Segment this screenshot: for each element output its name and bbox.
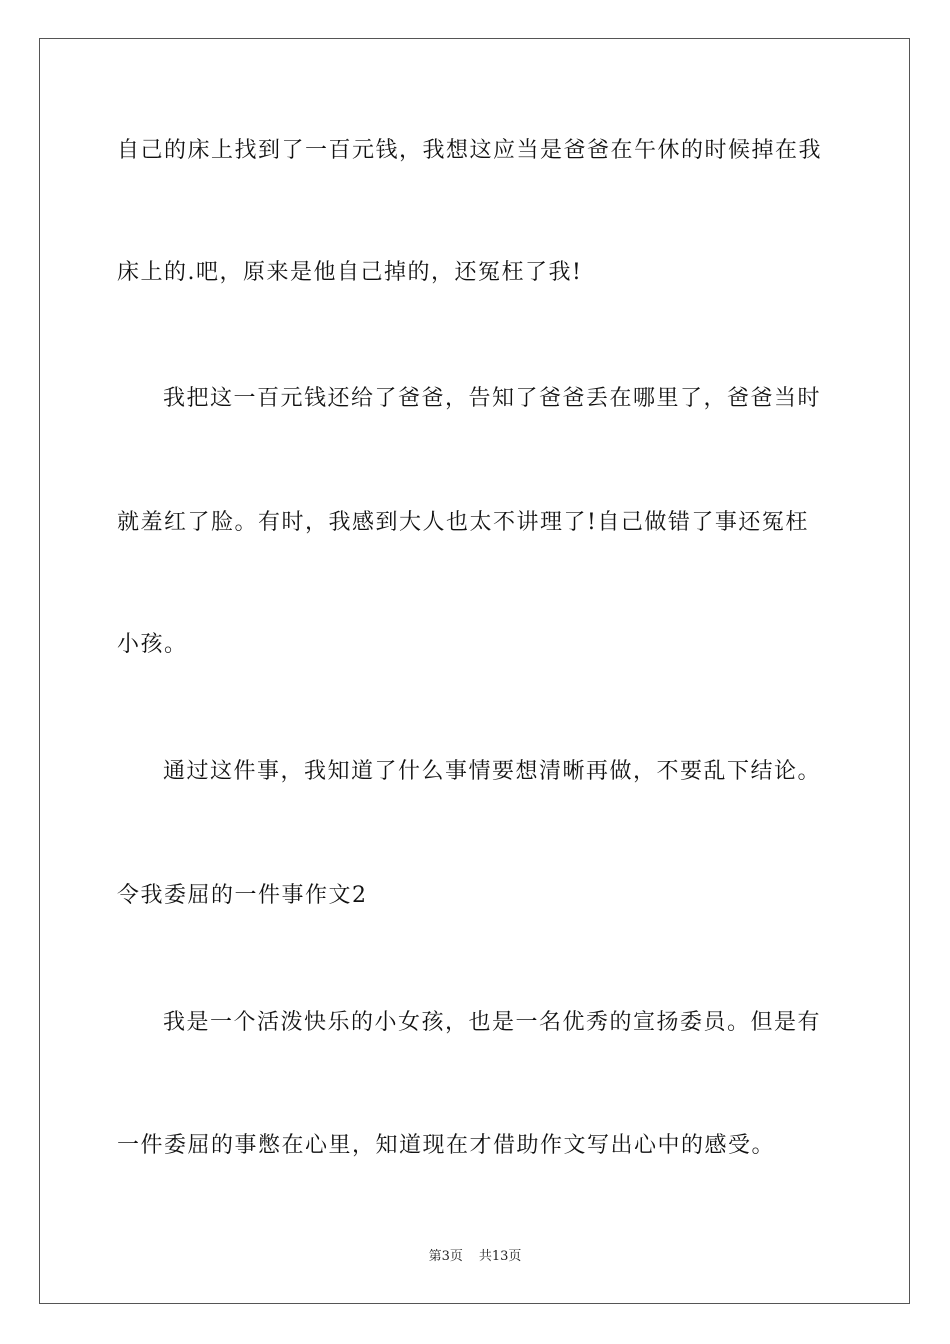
- text-line-7: 我是一个活泼快乐的小女孩，也是一名优秀的宣扬委员。但是有: [163, 1010, 822, 1035]
- text-line-8: 一件委屈的事憋在心里，知道现在才借助作文写出心中的感受。: [117, 1133, 776, 1158]
- section-heading: 令我委屈的一件事作文2: [117, 883, 368, 908]
- text-line-2: 床上的.吧，原来是他自己掉的，还冤枉了我!: [117, 260, 583, 285]
- page-border: [39, 38, 910, 1304]
- page-total: 共13页: [478, 1249, 522, 1264]
- text-line-1: 自己的床上找到了一百元钱，我想这应当是爸爸在午休的时候掉在我: [117, 138, 823, 163]
- text-line-5: 小孩。: [117, 632, 188, 657]
- text-line-4: 就羞红了脸。有时，我感到大人也太不讲理了!自己做错了事还冤枉: [117, 510, 809, 535]
- page-number: 第3页: [428, 1249, 463, 1264]
- text-line-3: 我把这一百元钱还给了爸爸，告知了爸爸丢在哪里了，爸爸当时: [163, 386, 822, 411]
- text-line-6: 通过这件事，我知道了什么事情要想清晰再做，不要乱下结论。: [163, 759, 822, 784]
- page-footer: [0, 1248, 950, 1266]
